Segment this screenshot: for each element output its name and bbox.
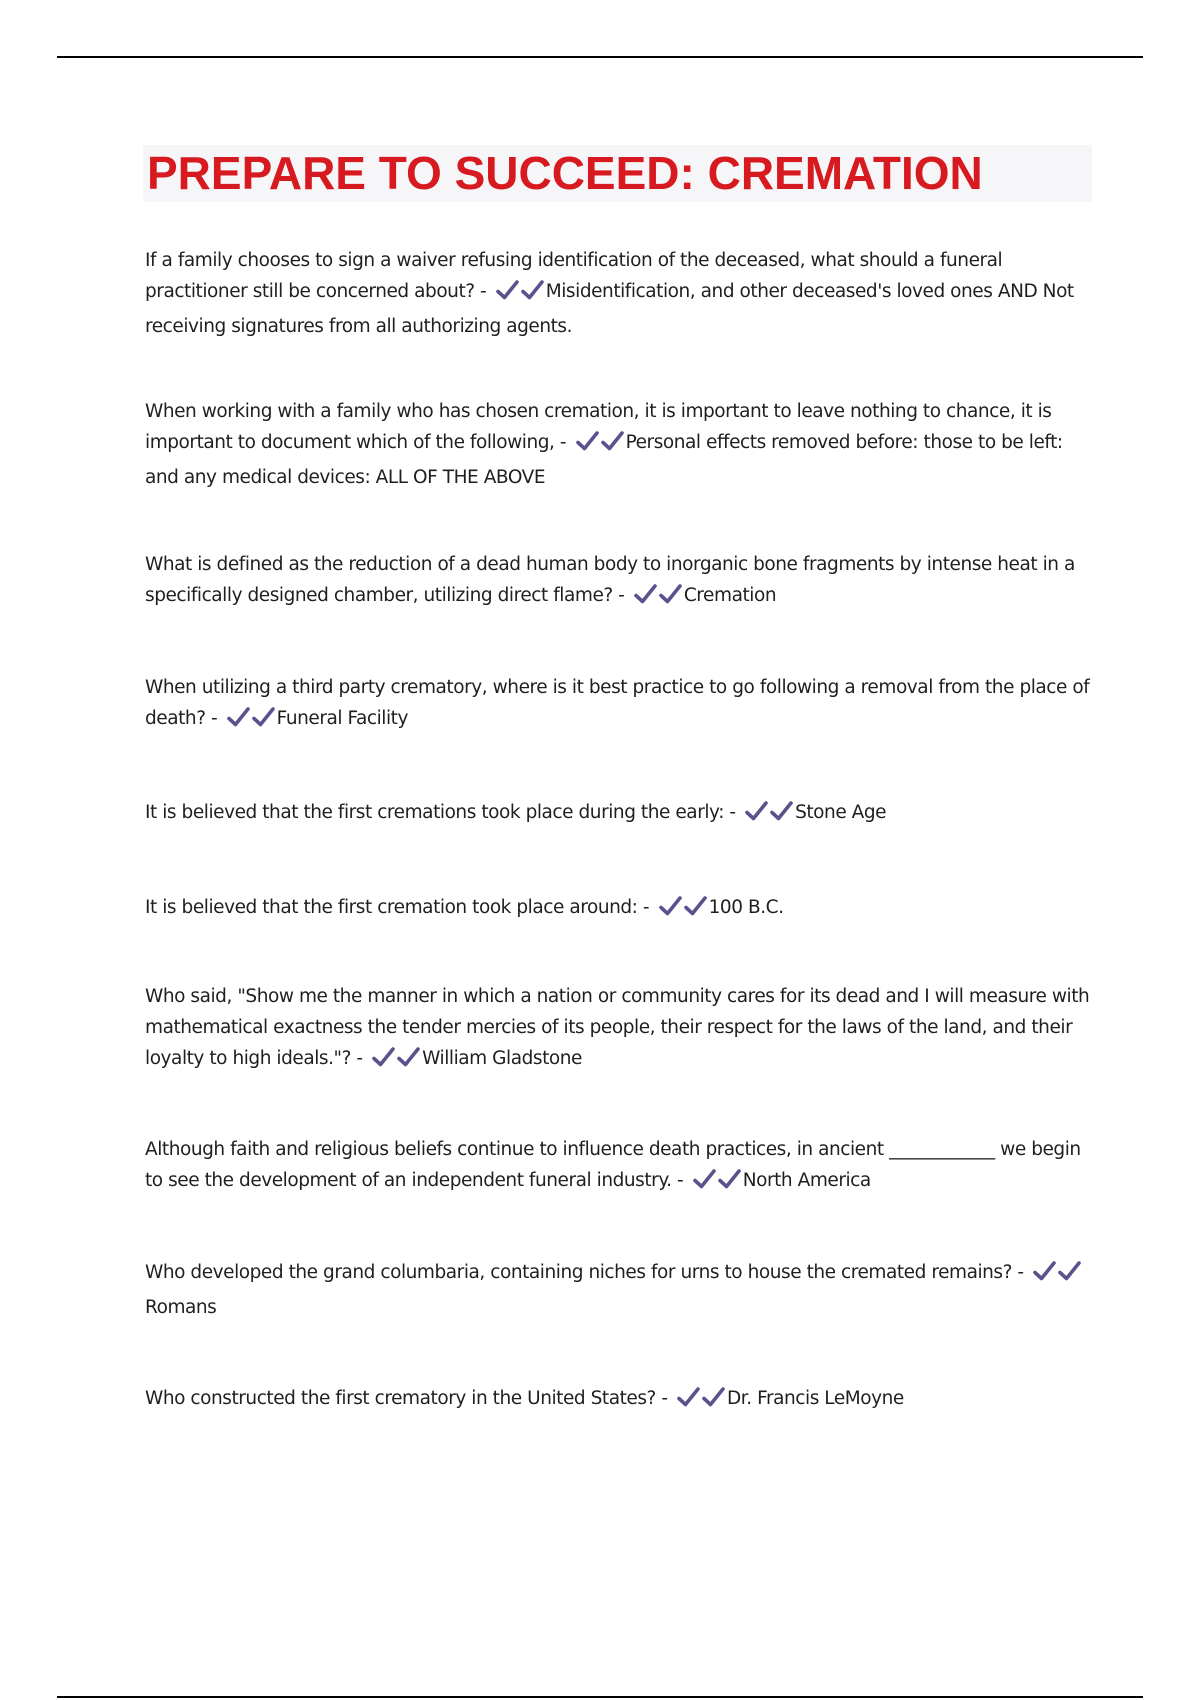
checkmark-icon	[744, 800, 769, 822]
question-text: Who constructed the first crematory in the United States? -	[145, 1388, 668, 1409]
answer-text: Misidentification, and other deceased's loved ones AND Not receiving signatures from all authorizing agents.	[145, 281, 1074, 337]
checkmark-icon	[495, 279, 520, 301]
checkmark-icon	[396, 1046, 421, 1068]
answer-text: 100 B.C.	[708, 897, 784, 918]
qa-item	[145, 1134, 1095, 1200]
answer-text: Funeral Facility	[276, 708, 408, 729]
checkmark-icon	[769, 800, 794, 822]
answer-checkmarks	[495, 279, 545, 311]
answer-text: Dr. Francis LeMoyne	[727, 1388, 904, 1409]
qa-item	[145, 892, 1095, 927]
question-text: It is believed that the first cremations took place during the early: -	[145, 802, 736, 823]
checkmark-icon	[520, 279, 545, 301]
checkmark-icon	[692, 1168, 717, 1190]
question-text: What is defined as the reduction of a dead human body to inorganic bone fragments by intense heat in a specifically designed chamber, utilizing direct flame? -	[145, 554, 1075, 606]
checkmark-icon	[717, 1168, 742, 1190]
checkmark-icon	[1057, 1260, 1082, 1282]
checkmark-icon	[251, 706, 276, 728]
answer-checkmarks	[692, 1168, 742, 1200]
qa-item	[145, 672, 1095, 738]
answer-checkmarks	[575, 430, 625, 462]
answer-checkmarks	[676, 1386, 726, 1418]
qa-item	[145, 797, 1095, 832]
answer-checkmarks	[1032, 1260, 1082, 1292]
checkmark-icon	[658, 895, 683, 917]
question-text: If a family chooses to sign a waiver refusing identification of the deceased, what should a funeral practitioner still be concerned about? -	[145, 250, 1003, 302]
bottom-rule	[57, 1696, 1143, 1698]
checkmark-icon	[1032, 1260, 1057, 1282]
checkmark-icon	[701, 1386, 726, 1408]
answer-text: Romans	[145, 1297, 217, 1318]
answer-checkmarks	[633, 583, 683, 615]
answer-text: North America	[742, 1170, 871, 1191]
qa-item	[145, 245, 1095, 342]
answer-text: Cremation	[683, 585, 777, 606]
title-band	[143, 145, 1092, 202]
question-text: When utilizing a third party crematory, where is it best practice to go following a removal from the place of death? -	[145, 677, 1090, 729]
checkmark-icon	[575, 430, 600, 452]
question-text: It is believed that the first cremation took place around: -	[145, 897, 650, 918]
question-text: Who developed the grand columbaria, containing niches for urns to house the cremated remains? -	[145, 1262, 1024, 1283]
question-text: Although faith and religious beliefs continue to influence death practices, in ancient ____________ we begin to see the development of an independent funeral industry. -	[145, 1139, 1081, 1191]
checkmark-icon	[676, 1386, 701, 1408]
answer-text: Stone Age	[795, 802, 887, 823]
top-rule	[57, 56, 1143, 58]
answer-checkmarks	[371, 1046, 421, 1078]
page-title: PREPARE TO SUCCEED: CREMATION	[147, 147, 983, 199]
question-text: When working with a family who has chosen cremation, it is important to leave nothing to chance, it is important to document which of the following, -	[145, 401, 1052, 453]
checkmark-icon	[658, 583, 683, 605]
qa-item	[145, 396, 1095, 493]
qa-item	[145, 981, 1095, 1078]
answer-text: Personal effects removed before: those to be left: and any medical devices: ALL OF THE ABOVE	[145, 432, 1063, 488]
answer-checkmarks	[226, 706, 276, 738]
checkmark-icon	[633, 583, 658, 605]
question-text: Who said, "Show me the manner in which a nation or community cares for its dead and I will measure with mathematical exactness the tender mercies of its people, their respect for the laws of the land, and their loyalty to high ideals."? -	[145, 986, 1090, 1069]
checkmark-icon	[600, 430, 625, 452]
answer-checkmarks	[744, 800, 794, 832]
checkmark-icon	[683, 895, 708, 917]
qa-item	[145, 1383, 1095, 1418]
checkmark-icon	[226, 706, 251, 728]
qa-item	[145, 1257, 1095, 1323]
qa-item	[145, 549, 1095, 615]
answer-text: William Gladstone	[422, 1048, 582, 1069]
answer-checkmarks	[658, 895, 708, 927]
checkmark-icon	[371, 1046, 396, 1068]
